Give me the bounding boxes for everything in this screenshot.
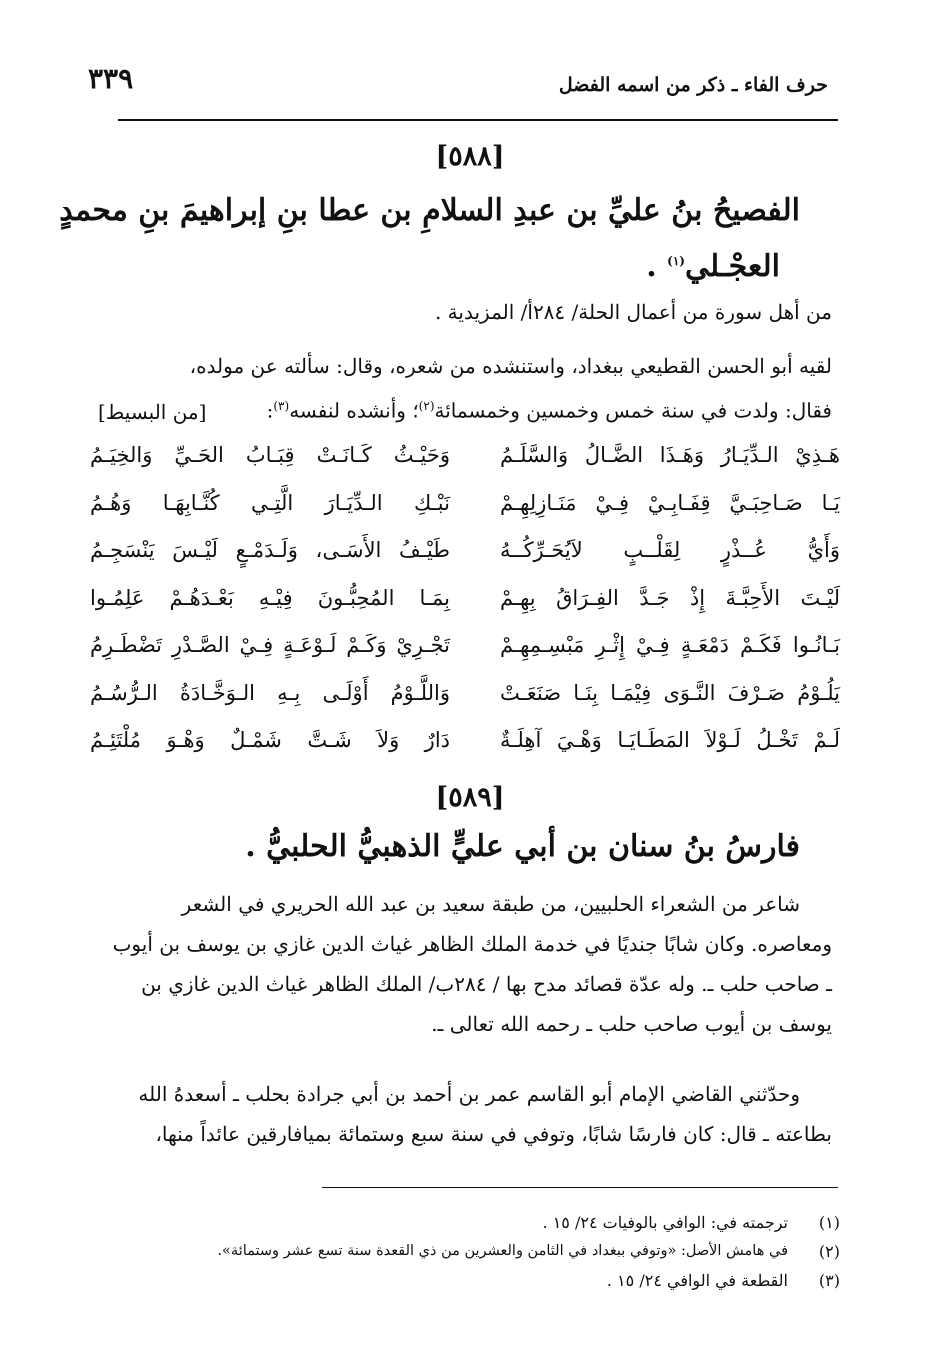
poem-verse bbox=[90, 575, 840, 623]
footnote-ref-2: (٢) bbox=[418, 399, 435, 413]
verse-first-hemistich: هَـذِيْ الـدِّيَـارُ وَهَـذَا الضَّـالُ وَالسَّلَـمُ bbox=[500, 443, 840, 467]
verse-second-hemistich: نَبْـكِ الـدِّيَـارَ الَّتِـي كُنَّـابِهَـا وَهُـمُ bbox=[90, 490, 450, 515]
verse-first-hemistich: لَـمْ تَخْـلُ لَـوْلاَ المَطَـايَـا وَهْـيَ آهِلَـةٌ bbox=[500, 728, 840, 752]
poem-verse bbox=[90, 432, 840, 480]
entry-number-589: [٥٨٩] bbox=[435, 782, 505, 813]
footnote-number: (٢) bbox=[818, 1242, 840, 1261]
verse-first-hemistich: يَلُـوْمُ صَـرْفَ النَّـوَى فِيْمَـا بِنَـا صَنَعَـتْ bbox=[500, 680, 840, 705]
entry-heading-589: فارسُ بنُ سنان بن أبي عليٍّ الذهبيُّ الحلبيُّ . bbox=[245, 829, 800, 864]
footnote-text: ترجمته في: الوافي بالوفيات ٢٤/ ١٥ . bbox=[542, 1213, 788, 1232]
verse-second-hemistich: طَيْـفُ الأَسَـى، وَلَـدَمْـعٍ لَيْـسَ يَنْسَجِـمُ bbox=[90, 538, 450, 562]
paragraph-line: ـ صاحب حلب ـ. وله عدّة قصائد مدح بها / ٢٨٤ب/ الملك الظاهر غياث الدين غازي بن bbox=[141, 972, 832, 996]
verse-second-hemistich: بِمَـا المُحِبُّـونَ فِيْـهِ بَعْـدَهُـمْ عَلِمُـوا bbox=[90, 585, 450, 610]
intro-text-a: فقال: ولدت في سنة خمس وخمسين وخمسمائة bbox=[434, 398, 832, 423]
entry-heading-588-name: العجْـلي bbox=[684, 249, 780, 284]
footnotes bbox=[100, 1208, 840, 1295]
entry-heading-588-line2 bbox=[140, 236, 800, 292]
paragraph-line: وحدّثني القاضي الإمام أبو القاسم عمر بن أحمد بن أبي جرادة بحلب ـ أسعدهُ الله bbox=[138, 1082, 800, 1106]
paragraph-line: يوسف بن أيوب صاحب حلب ـ رحمه الله تعالى ـ. bbox=[431, 1012, 832, 1036]
entry-heading-588 bbox=[59, 186, 800, 292]
entry-heading-588-line1: الفصيحُ بنُ عليِّ بن عبدِ السلامِ بن عطا بنِ إبراهيمَ بنِ محمدٍ bbox=[59, 193, 800, 228]
poem-meter: [من البسيط] bbox=[98, 400, 207, 424]
footnote-ref-1: (١) bbox=[667, 254, 685, 268]
page-header bbox=[88, 58, 838, 118]
poem bbox=[90, 432, 840, 765]
verse-second-hemistich: وَاللَّـوْمُ أَوْلَـى بِـهِ الـوَخَّـادَةُ الـرُّسُـمُ bbox=[90, 680, 450, 705]
verse-first-hemistich: وَأَيُّ عُــذْرٍ لِقَلْــبٍ لاَيُحَـرِّكُــهُ bbox=[500, 538, 840, 562]
footnote-number: (١) bbox=[818, 1213, 840, 1232]
verse-first-hemistich: يَـا صَـاحِبَـيَّ قِفَـابِـيْ فِـيْ مَنَـازِلِهِـمْ bbox=[500, 490, 840, 515]
entry-number-588: [٥٨٨] bbox=[435, 141, 505, 172]
verse-first-hemistich: بَـانُـوا فَكَـمْ دَمْعَـةٍ فِـيْ إِثْـرِ مَبْسِـمِهِـمْ bbox=[500, 633, 840, 657]
verse-second-hemistich: تَجْـرِيْ وَكَـمْ لَـوْعَـةٍ فِـيْ الصَّـدْرِ تَضْطَـرِمُ bbox=[90, 633, 450, 657]
paragraph-line: ومعاصره. وكان شابًا جنديًا في خدمة الملك الظاهر غياث الدين غازي بن يوسف بن أيوب bbox=[112, 932, 832, 956]
paragraph-line: شاعر من الشعراء الحلبيين، من طبقة سعيد بن عبد الله الحريري في الشعر bbox=[181, 892, 800, 916]
poem-verse bbox=[90, 670, 840, 718]
footnote-number: (٣) bbox=[818, 1271, 840, 1290]
entry-heading-588-period: . bbox=[646, 249, 657, 284]
entry-589-paragraph-1 bbox=[92, 884, 832, 1044]
poem-verse bbox=[90, 527, 840, 575]
poem-verse bbox=[90, 717, 840, 765]
footnote-1 bbox=[100, 1208, 840, 1237]
poem-verse bbox=[90, 622, 840, 670]
verse-first-hemistich: لَيْـتَ الأَحِبَّـةَ إِذْ جَـدَّ الفِـرَاقُ بِهِـمْ bbox=[500, 585, 840, 610]
footnote-text: في هامش الأصل: «وتوفي ببغداد في الثامن والعشرين من ذي القعدة سنة تسع عشر وستمائة». bbox=[217, 1243, 788, 1259]
header-rule bbox=[118, 119, 838, 121]
running-title: حرف الفاء ـ ذكر من اسمه الفضل bbox=[558, 74, 828, 96]
entry-588-origin: من أهل سورة من أعمال الحلة/ ٢٨٤أ/ المزيدية . bbox=[434, 300, 832, 324]
page-number: ٣٣٩ bbox=[88, 62, 134, 95]
footnote-ref-3: (٣) bbox=[273, 399, 290, 413]
footnote-3 bbox=[100, 1266, 840, 1295]
verse-second-hemistich: وَحَيْـثُ كَـانَـتْ قِبَـابُ الحَـيِّ وَالخِيَـمُ bbox=[90, 443, 450, 467]
verse-second-hemistich: دَارٌ وَلاَ شَـتَّ شَمْـلٌ وَهْـوَ مُلْتَئِـمُ bbox=[90, 728, 450, 752]
paragraph-line: بطاعته ـ قال: كان فارسًا شابًا، وتوفي في سنة سبع وستمائة بميافارقين عائداً منها، bbox=[155, 1122, 832, 1146]
entry-588-intro-line1: لقيه أبو الحسن القطيعي ببغداد، واستنشده من شعره، وقال: سألته عن مولده، bbox=[189, 354, 832, 378]
poem-verse bbox=[90, 480, 840, 528]
entry-589-paragraph-2 bbox=[92, 1074, 832, 1154]
intro-text-b: ؛ وأنشده لنفسه bbox=[289, 398, 419, 423]
footnote-text: القطعة في الوافي ٢٤/ ١٥ . bbox=[606, 1271, 788, 1290]
intro-text-c: : bbox=[266, 398, 274, 423]
footnote-2 bbox=[100, 1237, 840, 1266]
footnote-rule bbox=[322, 1187, 838, 1188]
